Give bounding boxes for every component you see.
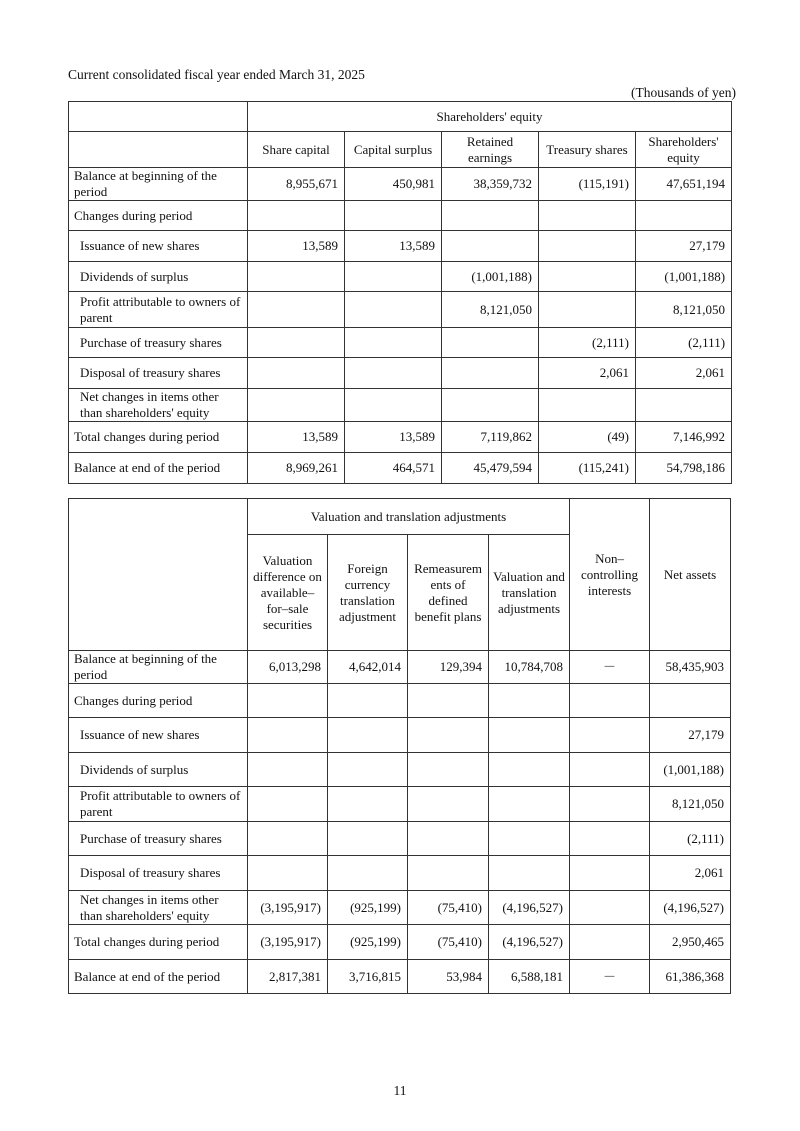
table-row	[69, 718, 731, 753]
row-label: Balance at end of the period	[69, 453, 248, 484]
value-cell: 450,981	[345, 168, 442, 201]
column-header: Retained earnings	[442, 132, 539, 168]
row-label: Profit attributable to owners of parent	[69, 787, 248, 822]
value-cell	[328, 856, 408, 891]
value-cell: 8,121,050	[636, 292, 732, 328]
value-cell: (115,241)	[539, 453, 636, 484]
row-label: Purchase of treasury shares	[69, 822, 248, 856]
value-cell	[408, 856, 489, 891]
row-label: Changes during period	[69, 201, 248, 231]
value-cell: 2,950,465	[650, 925, 731, 960]
valuation-adjustments-table	[68, 498, 731, 994]
value-cell: 61,386,368	[650, 960, 731, 994]
value-cell: 129,394	[408, 651, 489, 684]
table-row	[69, 787, 731, 822]
value-cell	[345, 358, 442, 389]
table-row	[69, 822, 731, 856]
value-cell	[345, 389, 442, 422]
value-cell	[345, 328, 442, 358]
row-label: Disposal of treasury shares	[69, 358, 248, 389]
row-label: Total changes during period	[69, 925, 248, 960]
value-cell	[539, 231, 636, 262]
value-cell	[570, 822, 650, 856]
value-cell: 47,651,194	[636, 168, 732, 201]
table-row	[69, 389, 732, 422]
value-cell	[408, 787, 489, 822]
row-label: Total changes during period	[69, 422, 248, 453]
value-cell: 8,121,050	[650, 787, 731, 822]
value-cell	[570, 787, 650, 822]
table-row	[69, 856, 731, 891]
value-cell: (925,199)	[328, 891, 408, 925]
value-cell: －	[570, 960, 650, 994]
column-header: Treasury shares	[539, 132, 636, 168]
value-cell: 10,784,708	[489, 651, 570, 684]
value-cell: 8,121,050	[442, 292, 539, 328]
row-label: Dividends of surplus	[69, 262, 248, 292]
value-cell: (49)	[539, 422, 636, 453]
value-cell	[408, 822, 489, 856]
row-label: Net changes in items other than shareholders' equity	[69, 891, 248, 925]
value-cell	[570, 891, 650, 925]
value-cell: 2,061	[650, 856, 731, 891]
value-cell: 4,642,014	[328, 651, 408, 684]
value-cell: (2,111)	[539, 328, 636, 358]
column-header: Capital surplus	[345, 132, 442, 168]
value-cell	[570, 925, 650, 960]
value-cell: 13,589	[248, 422, 345, 453]
value-cell: (115,191)	[539, 168, 636, 201]
value-cell	[248, 787, 328, 822]
value-cell	[328, 718, 408, 753]
value-cell	[539, 292, 636, 328]
value-cell: (4,196,527)	[489, 891, 570, 925]
value-cell	[570, 753, 650, 787]
value-cell: 27,179	[636, 231, 732, 262]
table-row	[69, 891, 731, 925]
value-cell	[248, 684, 328, 718]
value-cell	[328, 822, 408, 856]
value-cell	[248, 753, 328, 787]
value-cell: (1,001,188)	[442, 262, 539, 292]
value-cell	[539, 201, 636, 231]
value-cell: (2,111)	[636, 328, 732, 358]
value-cell: 464,571	[345, 453, 442, 484]
value-cell	[345, 262, 442, 292]
corner-cell	[69, 132, 248, 168]
row-label: Dividends of surplus	[69, 753, 248, 787]
table-row	[69, 422, 732, 453]
table-row	[69, 453, 732, 484]
table-row	[69, 231, 732, 262]
value-cell: 6,588,181	[489, 960, 570, 994]
table-row	[69, 753, 731, 787]
value-cell	[345, 292, 442, 328]
table-row	[69, 262, 732, 292]
value-cell	[328, 684, 408, 718]
value-cell: 54,798,186	[636, 453, 732, 484]
value-cell: (3,195,917)	[248, 891, 328, 925]
value-cell	[539, 262, 636, 292]
column-header: Share capital	[248, 132, 345, 168]
value-cell	[408, 718, 489, 753]
column-header: Remeasurem ents of defined benefit plans	[408, 535, 489, 651]
value-cell	[636, 201, 732, 231]
value-cell: 53,984	[408, 960, 489, 994]
value-cell	[442, 358, 539, 389]
value-cell: (3,195,917)	[248, 925, 328, 960]
table-row	[69, 358, 732, 389]
value-cell: (4,196,527)	[489, 925, 570, 960]
value-cell: (4,196,527)	[650, 891, 731, 925]
column-header: Foreign currency translation adjustment	[328, 535, 408, 651]
value-cell: 7,146,992	[636, 422, 732, 453]
value-cell: 2,061	[636, 358, 732, 389]
column-header: Net assets	[650, 499, 731, 651]
value-cell	[248, 822, 328, 856]
value-cell: 13,589	[345, 231, 442, 262]
group-header: Shareholders' equity	[248, 102, 732, 132]
row-label: Net changes in items other than shareholders' equity	[69, 389, 248, 422]
page-number: 11	[393, 1083, 407, 1098]
value-cell: 13,589	[345, 422, 442, 453]
value-cell	[570, 718, 650, 753]
value-cell	[248, 718, 328, 753]
value-cell	[539, 389, 636, 422]
value-cell	[489, 684, 570, 718]
table-row	[69, 684, 731, 718]
value-cell	[248, 328, 345, 358]
value-cell: (1,001,188)	[650, 753, 731, 787]
value-cell	[248, 262, 345, 292]
table-row	[69, 328, 732, 358]
value-cell: 8,955,671	[248, 168, 345, 201]
table-row	[69, 651, 731, 684]
table-row	[69, 201, 732, 231]
value-cell	[636, 389, 732, 422]
value-cell: 2,817,381	[248, 960, 328, 994]
value-cell	[248, 358, 345, 389]
group-header: Valuation and translation adjustments	[248, 499, 570, 535]
value-cell	[489, 718, 570, 753]
table-row	[69, 960, 731, 994]
value-cell	[328, 787, 408, 822]
value-cell	[408, 684, 489, 718]
table-row	[69, 292, 732, 328]
unit-note: (Thousands of yen)	[631, 85, 736, 100]
corner-cell	[69, 102, 248, 132]
value-cell	[489, 856, 570, 891]
value-cell: (1,001,188)	[636, 262, 732, 292]
table-row	[69, 925, 731, 960]
value-cell	[570, 684, 650, 718]
row-label: Issuance of new shares	[69, 718, 248, 753]
value-cell	[442, 231, 539, 262]
value-cell: (75,410)	[408, 891, 489, 925]
value-cell	[345, 201, 442, 231]
statement-title: Current consolidated fiscal year ended March 31, 2025	[68, 67, 365, 82]
value-cell: 6,013,298	[248, 651, 328, 684]
row-label: Purchase of treasury shares	[69, 328, 248, 358]
value-cell	[489, 753, 570, 787]
column-header: Shareholders' equity	[636, 132, 732, 168]
value-cell: (2,111)	[650, 822, 731, 856]
value-cell: (925,199)	[328, 925, 408, 960]
value-cell	[442, 201, 539, 231]
value-cell: 13,589	[248, 231, 345, 262]
corner-cell	[69, 499, 248, 651]
value-cell: 3,716,815	[328, 960, 408, 994]
value-cell: 7,119,862	[442, 422, 539, 453]
row-label: Issuance of new shares	[69, 231, 248, 262]
value-cell: 8,969,261	[248, 453, 345, 484]
row-label: Balance at end of the period	[69, 960, 248, 994]
value-cell	[489, 822, 570, 856]
value-cell: 2,061	[539, 358, 636, 389]
value-cell	[408, 753, 489, 787]
value-cell	[248, 389, 345, 422]
table-row	[69, 168, 732, 201]
value-cell	[328, 753, 408, 787]
column-header: Valuation and translation adjustments	[489, 535, 570, 651]
value-cell	[489, 787, 570, 822]
value-cell	[570, 856, 650, 891]
value-cell: 27,179	[650, 718, 731, 753]
value-cell	[248, 292, 345, 328]
value-cell	[442, 389, 539, 422]
row-label: Balance at beginning of the period	[69, 651, 248, 684]
value-cell: －	[570, 651, 650, 684]
value-cell: 58,435,903	[650, 651, 731, 684]
column-header: Valuation difference on available–for–sale securities	[248, 535, 328, 651]
value-cell	[248, 201, 345, 231]
row-label: Changes during period	[69, 684, 248, 718]
shareholders-equity-table	[68, 101, 732, 484]
value-cell	[248, 856, 328, 891]
value-cell	[442, 328, 539, 358]
row-label: Profit attributable to owners of parent	[69, 292, 248, 328]
value-cell	[650, 684, 731, 718]
value-cell: 45,479,594	[442, 453, 539, 484]
value-cell: (75,410)	[408, 925, 489, 960]
row-label: Disposal of treasury shares	[69, 856, 248, 891]
row-label: Balance at beginning of the period	[69, 168, 248, 201]
value-cell: 38,359,732	[442, 168, 539, 201]
column-header: Non–controlling interests	[570, 499, 650, 651]
